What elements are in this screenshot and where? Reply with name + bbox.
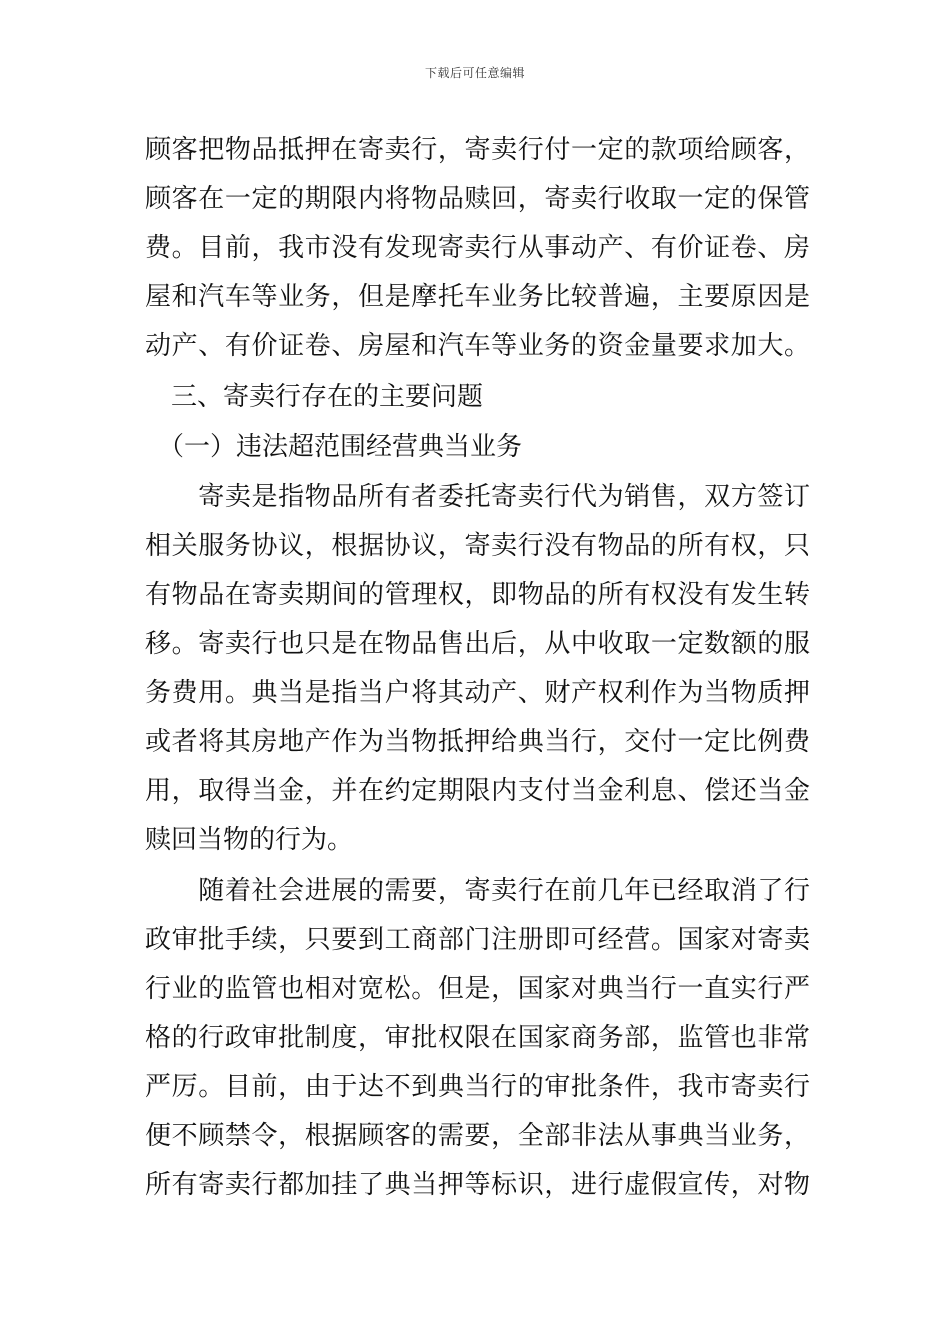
- text-line: 随着社会进展的需要，寄卖行在前几年已经取消了行: [145, 876, 810, 906]
- text-line: 寄卖是指物品所有者委托寄卖行代为销售，双方签订: [145, 482, 810, 512]
- text-line: 顾客把物品抵押在寄卖行，寄卖行付一定的款项给顾客，: [145, 135, 810, 165]
- text-line: 所有寄卖行都加挂了典当押等标识，进行虚假宣传，对物: [145, 1170, 810, 1200]
- text-line: 便不顾禁令，根据顾客的需要，全部非法从事典当业务，: [145, 1121, 810, 1151]
- text-line: 动产、有价证卷、房屋和汽车等业务的资金量要求加大。: [145, 331, 810, 361]
- text-line: 务费用。典当是指当户将其动产、财产权利作为当物质押: [145, 678, 810, 708]
- text-line: 移。寄卖行也只是在物品售出后，从中收取一定数额的服: [145, 629, 810, 659]
- text-line: 赎回当物的行为。: [145, 825, 354, 855]
- subsection-heading: （一）违法超范围经营典当业务: [145, 432, 523, 462]
- text-line: 政审批手续，只要到工商部门注册即可经营。国家对寄卖: [145, 925, 810, 955]
- text-line: 屋和汽车等业务，但是摩托车业务比较普遍，主要原因是: [145, 282, 810, 312]
- section-heading: 三、寄卖行存在的主要问题: [145, 382, 484, 412]
- text-line: 或者将其房地产作为当物抵押给典当行，交付一定比例费: [145, 727, 810, 757]
- page-header: 下载后可任意编辑: [424, 66, 525, 80]
- text-line: 有物品在寄卖期间的管理权，即物品的所有权没有发生转: [145, 580, 810, 610]
- text-line: 顾客在一定的期限内将物品赎回，寄卖行收取一定的保管: [145, 184, 810, 214]
- text-line: 严厉。目前，由于达不到典当行的审批条件，我市寄卖行: [145, 1072, 810, 1102]
- text-line: 用，取得当金，并在约定期限内支付当金利息、偿还当金: [145, 776, 810, 806]
- text-line: 费。目前，我市没有发现寄卖行从事动产、有价证卷、房: [145, 233, 810, 263]
- text-line: 格的行政审批制度，审批权限在国家商务部，监管也非常: [145, 1023, 810, 1053]
- text-line: 行业的监管也相对宽松。但是，国家对典当行一直实行严: [145, 974, 810, 1004]
- text-line: 相关服务协议，根据协议，寄卖行没有物品的所有权，只: [145, 531, 810, 561]
